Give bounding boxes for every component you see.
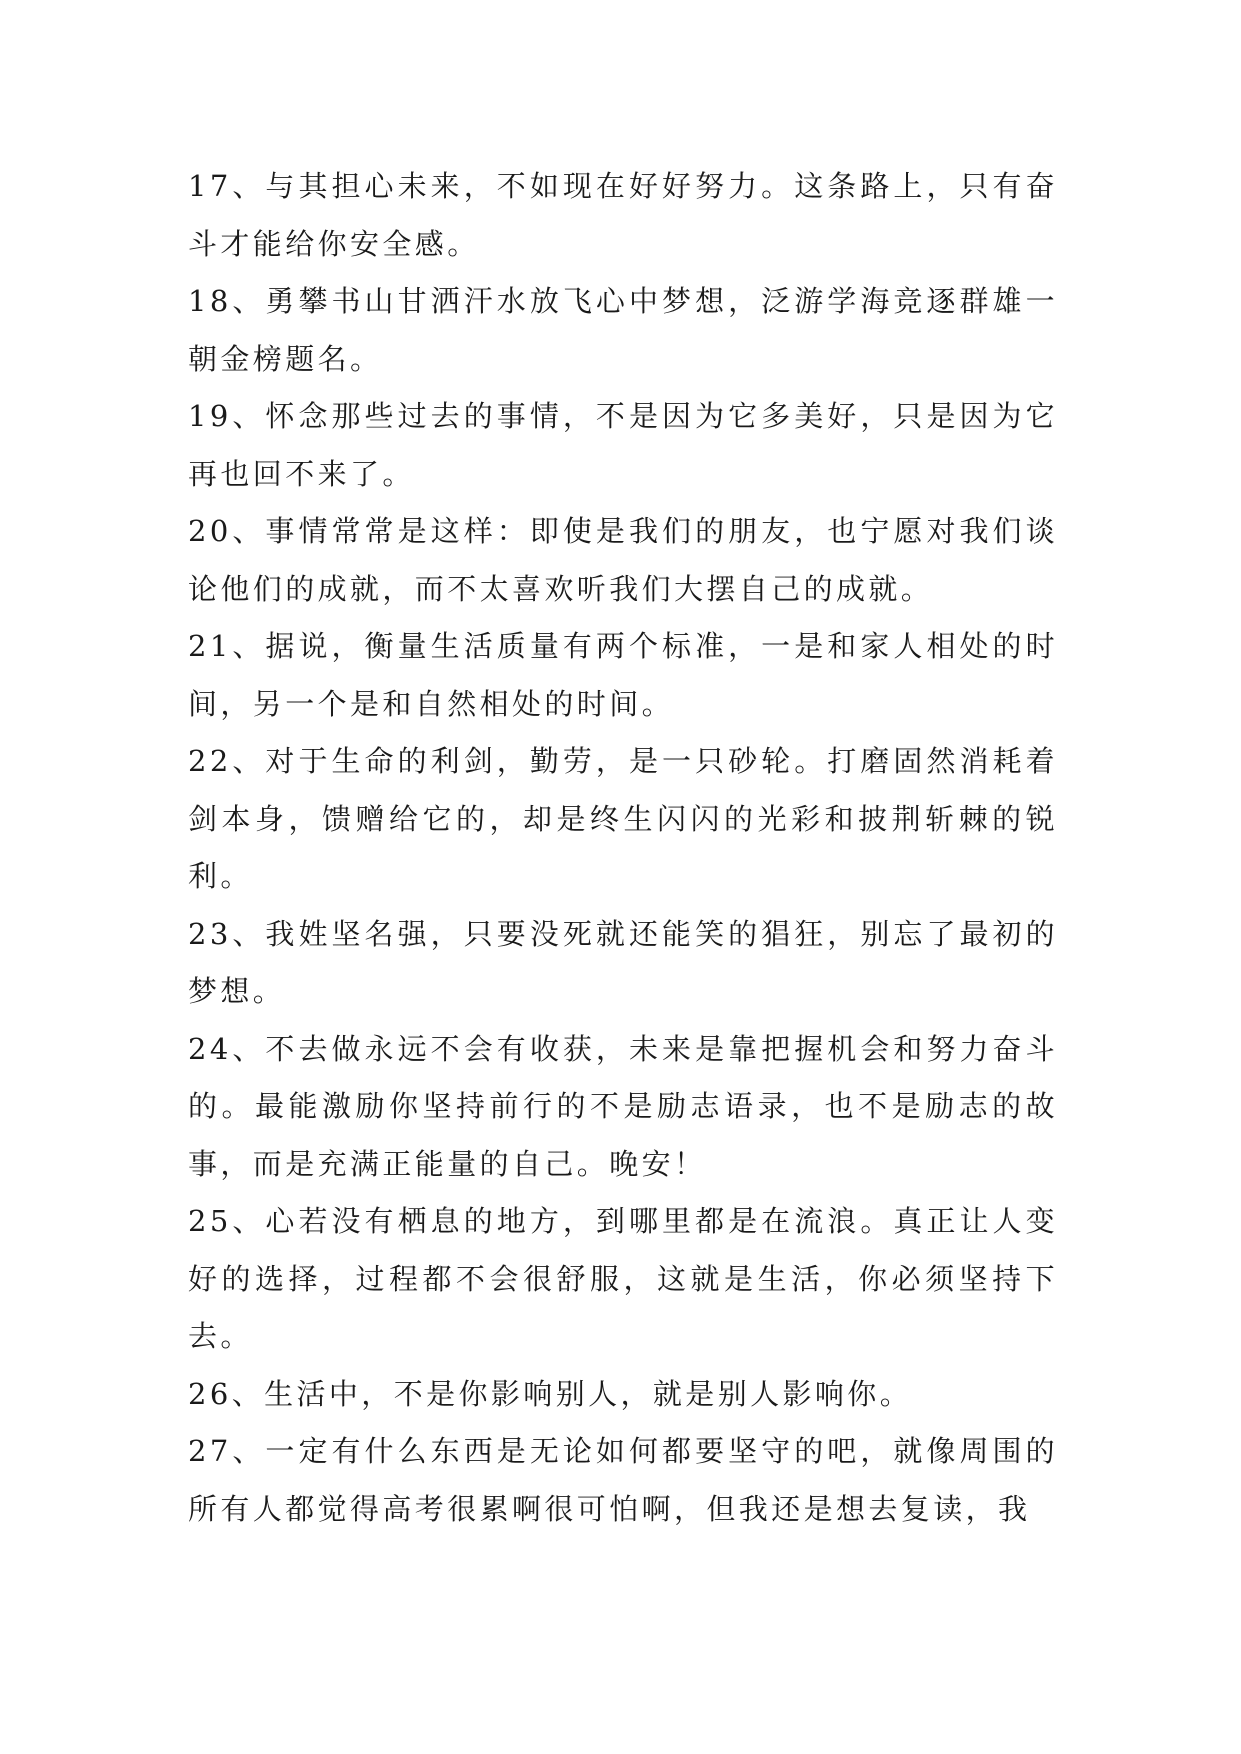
document-body (188, 158, 1058, 1538)
quote-23: 23、我姓坚名强，只要没死就还能笑的猖狂，别忘了最初的梦想。 (188, 916, 1058, 1008)
quote-24: 24、不去做永远不会有收获，未来是靠把握机会和努力奋斗的。最能激励你坚持前行的不是励志语录，也不是励志的故事，而是充满正能量的自己。晚安！ (188, 1031, 1058, 1181)
quote-20: 20、事情常常是这样：即使是我们的朋友，也宁愿对我们谈论他们的成就，而不太喜欢听我们大摆自己的成就。 (188, 514, 1058, 606)
quote-22: 22、对于生命的利剑，勤劳，是一只砂轮。打磨固然消耗着剑本身，馈赠给它的，却是终生闪闪的光彩和披荆斩棘的锐利。 (188, 744, 1058, 893)
quote-27: 27、一定有什么东西是无论如何都要坚守的吧，就像周围的所有人都觉得高考很累啊很可怕啊，但我还是想去复读，我 (188, 1434, 1058, 1526)
quote-21: 21、据说，衡量生活质量有两个标准，一是和家人相处的时间，另一个是和自然相处的时间。 (188, 629, 1058, 721)
quote-25: 25、心若没有栖息的地方，到哪里都是在流浪。真正让人变好的选择，过程都不会很舒服，这就是生活，你必须坚持下去。 (188, 1204, 1058, 1353)
quote-19: 19、怀念那些过去的事情，不是因为它多美好，只是因为它再也回不来了。 (188, 399, 1058, 491)
quote-17: 17、与其担心未来，不如现在好好努力。这条路上，只有奋斗才能给你安全感。 (188, 169, 1058, 261)
quote-26: 26、生活中，不是你影响别人，就是别人影响你。 (188, 1376, 913, 1411)
quote-18: 18、勇攀书山甘洒汗水放飞心中梦想，泛游学海竞逐群雄一朝金榜题名。 (188, 284, 1058, 376)
